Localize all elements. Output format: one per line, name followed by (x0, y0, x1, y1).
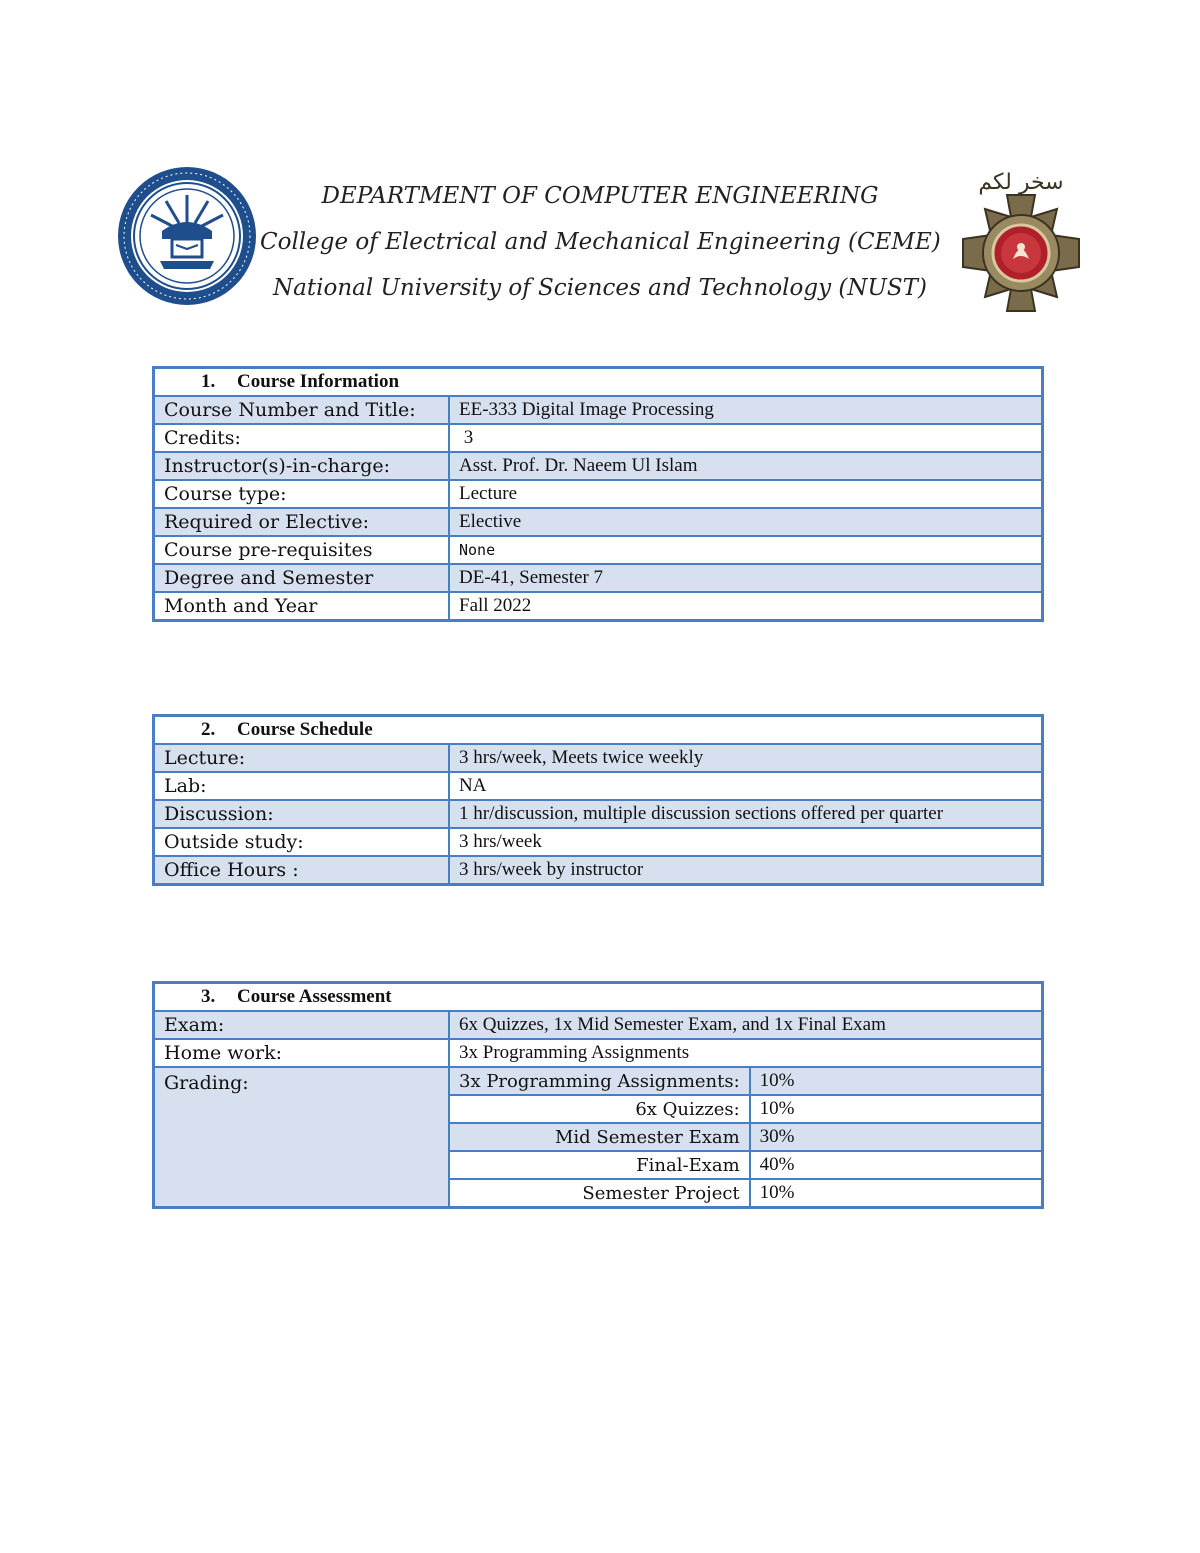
course-information-table (152, 366, 1044, 622)
row-label: Month and Year (154, 592, 450, 621)
row-label: Course type: (154, 480, 450, 508)
grading-item-name: Semester Project (450, 1179, 750, 1206)
row-label: Lab: (154, 772, 450, 800)
document-header (0, 165, 1200, 315)
table-row (154, 452, 1043, 480)
grading-item-name: 6x Quizzes: (450, 1095, 750, 1123)
row-value: 3 hrs/week (449, 828, 1043, 856)
course-assessment-heading: 3. Course Assessment (154, 983, 1043, 1012)
row-value: 3 (449, 424, 1043, 452)
row-value: EE-333 Digital Image Processing (449, 396, 1043, 424)
row-label: Exam: (154, 1011, 450, 1039)
college-title: College of Electrical and Mechanical Engineering (CEME) (260, 229, 941, 255)
grading-item-name: Mid Semester Exam (450, 1123, 750, 1151)
row-label: Credits: (154, 424, 450, 452)
row-label: Degree and Semester (154, 564, 450, 592)
table-row (154, 744, 1043, 772)
ceme-logo (950, 165, 1092, 315)
table-row (154, 536, 1043, 564)
grading-item (450, 1068, 1041, 1095)
grading-item-weight: 10% (750, 1068, 1041, 1095)
grading-item-name: 3x Programming Assignments: (450, 1068, 750, 1095)
row-value: Lecture (449, 480, 1043, 508)
table-row (154, 508, 1043, 536)
table-row (154, 396, 1043, 424)
table-row (154, 800, 1043, 828)
table-row (154, 772, 1043, 800)
row-label: Course Number and Title: (154, 396, 450, 424)
grading-item-weight: 10% (750, 1095, 1041, 1123)
row-value: 3 hrs/week, Meets twice weekly (449, 744, 1043, 772)
grading-label: Grading: (154, 1067, 450, 1208)
row-label: Required or Elective: (154, 508, 450, 536)
grading-item (450, 1179, 1041, 1206)
row-value: NA (449, 772, 1043, 800)
row-value: 1 hr/discussion, multiple discussion sections offered per quarter (449, 800, 1043, 828)
table-row (154, 564, 1043, 592)
course-assessment-table (152, 981, 1044, 1209)
row-label: Discussion: (154, 800, 450, 828)
grading-item (450, 1151, 1041, 1179)
row-label: Course pre-requisites (154, 536, 450, 564)
row-label: Office Hours : (154, 856, 450, 885)
row-value: None (449, 536, 1043, 564)
table-row (154, 1011, 1043, 1039)
row-value: Asst. Prof. Dr. Naeem Ul Islam (449, 452, 1043, 480)
grading-item-weight: 10% (750, 1179, 1041, 1206)
row-value: 3 hrs/week by instructor (449, 856, 1043, 885)
header-titles (260, 173, 940, 311)
grading-item-weight: 30% (750, 1123, 1041, 1151)
department-title: DEPARTMENT OF COMPUTER ENGINEERING (321, 183, 879, 209)
grading-item-weight: 40% (750, 1151, 1041, 1179)
university-title: National University of Sciences and Technology (NUST) (273, 275, 927, 301)
table-row (154, 856, 1043, 885)
grading-item (450, 1095, 1041, 1123)
grading-item (450, 1123, 1041, 1151)
row-value: Fall 2022 (449, 592, 1043, 621)
row-value: DE-41, Semester 7 (449, 564, 1043, 592)
grading-row (154, 1067, 1043, 1208)
table-row (154, 424, 1043, 452)
row-label: Instructor(s)-in-charge: (154, 452, 450, 480)
nust-logo (116, 165, 258, 307)
row-value: 6x Quizzes, 1x Mid Semester Exam, and 1x Final Exam (449, 1011, 1043, 1039)
course-schedule-heading: 2. Course Schedule (154, 716, 1043, 745)
table-row (154, 592, 1043, 621)
row-label: Lecture: (154, 744, 450, 772)
row-value: 3x Programming Assignments (449, 1039, 1043, 1067)
course-information-heading: 1. Course Information (154, 368, 1043, 397)
table-row (154, 1039, 1043, 1067)
grading-breakdown (449, 1067, 1043, 1208)
row-value: Elective (449, 508, 1043, 536)
ceme-logo-inscription: سخر لکم (978, 170, 1064, 195)
table-row (154, 480, 1043, 508)
grading-item-name: Final-Exam (450, 1151, 750, 1179)
row-label: Outside study: (154, 828, 450, 856)
row-label: Home work: (154, 1039, 450, 1067)
course-schedule-table (152, 714, 1044, 886)
table-row (154, 828, 1043, 856)
